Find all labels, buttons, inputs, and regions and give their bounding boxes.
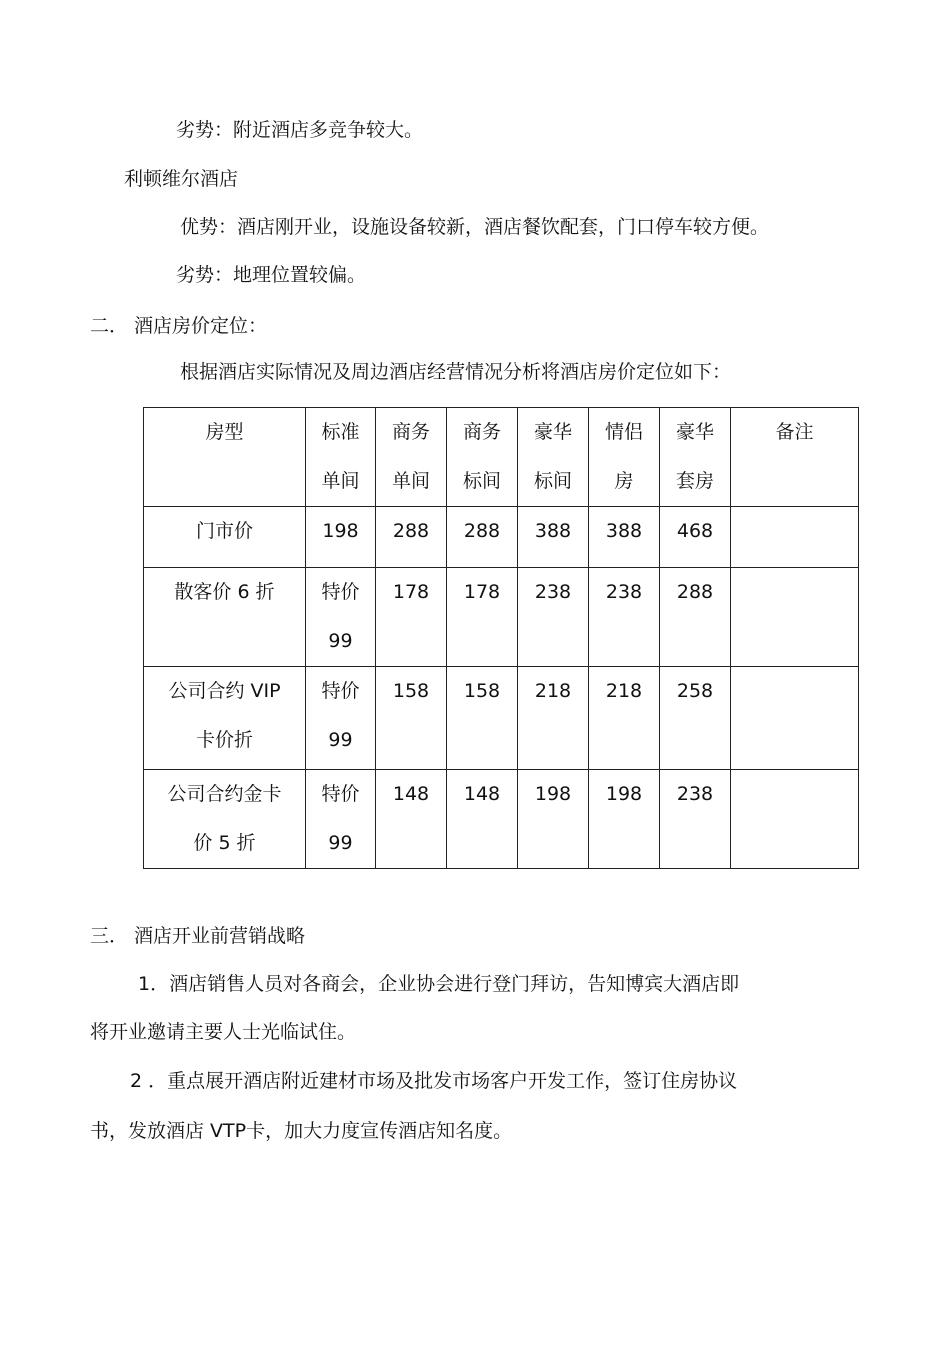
- header-deluxe-suite: [660, 408, 731, 507]
- price-cell: [660, 568, 731, 667]
- header-business-single: [376, 408, 447, 507]
- row-label-text: 公司合约金卡: [167, 783, 282, 805]
- price-text: 198: [322, 520, 359, 542]
- price-cell: [518, 770, 589, 869]
- price-text: 178: [463, 581, 501, 603]
- price-text: 148: [463, 783, 501, 805]
- table-row: [144, 770, 859, 869]
- header-text: 房型: [205, 421, 244, 443]
- price-text: 238: [676, 783, 714, 805]
- price-text: 468: [676, 520, 714, 542]
- section-heading-3: 三． 酒店开业前营销战略: [90, 925, 306, 947]
- price-text: 198: [534, 783, 572, 805]
- header-text: 标间: [533, 470, 572, 492]
- header-text: 套房: [675, 470, 714, 492]
- price-text: 388: [534, 520, 572, 542]
- strategy-item-1-line-1: 1．酒店销售人员对各商会，企业协会进行登门拜访，告知博宾大酒店即: [138, 973, 740, 995]
- row-label-text: 公司合约 VIP: [168, 680, 281, 702]
- table-row: [144, 507, 859, 568]
- price-cell: [589, 770, 660, 869]
- price-cell: [306, 507, 376, 568]
- table-header-row: [144, 408, 859, 507]
- strategy-item-1-line-2: 将开业邀请主要人士光临试住。: [90, 1021, 357, 1043]
- header-text: 商务: [462, 421, 501, 443]
- price-text: 198: [605, 783, 643, 805]
- row-label-text: 门市价: [195, 520, 253, 542]
- price-text: 158: [463, 680, 501, 702]
- price-text: 158: [392, 680, 430, 702]
- row-label: [144, 770, 306, 869]
- hotel-name: 利顿维尔酒店: [124, 168, 239, 190]
- price-cell: [376, 667, 447, 770]
- price-cell: [376, 770, 447, 869]
- header-text: 房: [614, 470, 634, 492]
- price-cell: [660, 507, 731, 568]
- price-text: 178: [392, 581, 430, 603]
- header-text: 情侣: [604, 421, 643, 443]
- remarks-cell: [731, 667, 859, 770]
- price-cell: [447, 770, 518, 869]
- strength-line: 优势：酒店刚开业，设施设备较新，酒店餐饮配套，门口停车较方便。: [180, 216, 770, 238]
- price-text: 258: [676, 680, 714, 702]
- price-cell: [518, 667, 589, 770]
- price-text: 218: [534, 680, 572, 702]
- weakness-line-1: 劣势：附近酒店多竞争较大。: [176, 119, 424, 141]
- price-text: 99: [328, 630, 353, 652]
- room-price-table: [143, 407, 859, 869]
- header-couple-room: [589, 408, 660, 507]
- price-cell: [447, 507, 518, 568]
- strategy-item-2-line-1: 2 ．重点展开酒店附近建材市场及批发市场客户开发工作，签订住房协议: [130, 1070, 738, 1092]
- header-text: 标准: [321, 421, 360, 443]
- price-cell: [447, 568, 518, 667]
- price-cell: [518, 507, 589, 568]
- row-label-text: 价 5 折: [193, 832, 256, 854]
- price-text: 特价: [321, 581, 360, 603]
- weakness-line-2: 劣势：地理位置较偏。: [176, 264, 367, 286]
- header-text: 备注: [775, 421, 814, 443]
- section-heading-2: 二． 酒店房价定位：: [90, 315, 268, 337]
- remarks-cell: [731, 770, 859, 869]
- price-text: 218: [605, 680, 643, 702]
- header-text: 标间: [462, 470, 501, 492]
- price-text: 288: [392, 520, 430, 542]
- price-text: 99: [328, 832, 353, 854]
- price-text: 288: [676, 581, 714, 603]
- price-cell: [306, 770, 376, 869]
- price-text: 特价: [321, 680, 360, 702]
- price-text: 238: [605, 581, 643, 603]
- header-deluxe-twin: [518, 408, 589, 507]
- row-label-text: 散客价 6 折: [174, 581, 275, 603]
- header-remarks: [731, 408, 859, 507]
- price-cell: [518, 568, 589, 667]
- header-text: 单间: [391, 470, 430, 492]
- row-label: [144, 667, 306, 770]
- header-text: 单间: [321, 470, 360, 492]
- header-room-type: [144, 408, 306, 507]
- row-label: [144, 568, 306, 667]
- price-text: 特价: [321, 783, 360, 805]
- price-text: 148: [392, 783, 430, 805]
- table-row: [144, 667, 859, 770]
- price-text: 288: [463, 520, 501, 542]
- header-text: 豪华: [675, 421, 714, 443]
- table-row: [144, 568, 859, 667]
- remarks-cell: [731, 568, 859, 667]
- header-standard-single: [306, 408, 376, 507]
- price-cell: [306, 568, 376, 667]
- price-cell: [376, 568, 447, 667]
- price-text: 99: [328, 729, 353, 751]
- remarks-cell: [731, 507, 859, 568]
- price-cell: [660, 770, 731, 869]
- header-business-twin: [447, 408, 518, 507]
- header-text: 豪华: [533, 421, 572, 443]
- header-text: 商务: [391, 421, 430, 443]
- price-cell: [589, 507, 660, 568]
- price-text: 388: [605, 520, 643, 542]
- price-cell: [660, 667, 731, 770]
- row-label-text: 卡价折: [195, 729, 253, 751]
- price-cell: [306, 667, 376, 770]
- price-cell: [589, 667, 660, 770]
- price-text: 238: [534, 581, 572, 603]
- price-cell: [376, 507, 447, 568]
- price-cell: [589, 568, 660, 667]
- row-label: [144, 507, 306, 568]
- table-intro: 根据酒店实际情况及周边酒店经营情况分析将酒店房价定位如下：: [180, 361, 732, 383]
- price-cell: [447, 667, 518, 770]
- strategy-item-2-line-2: 书，发放酒店 VTP卡，加大力度宣传酒店知名度。: [90, 1120, 513, 1142]
